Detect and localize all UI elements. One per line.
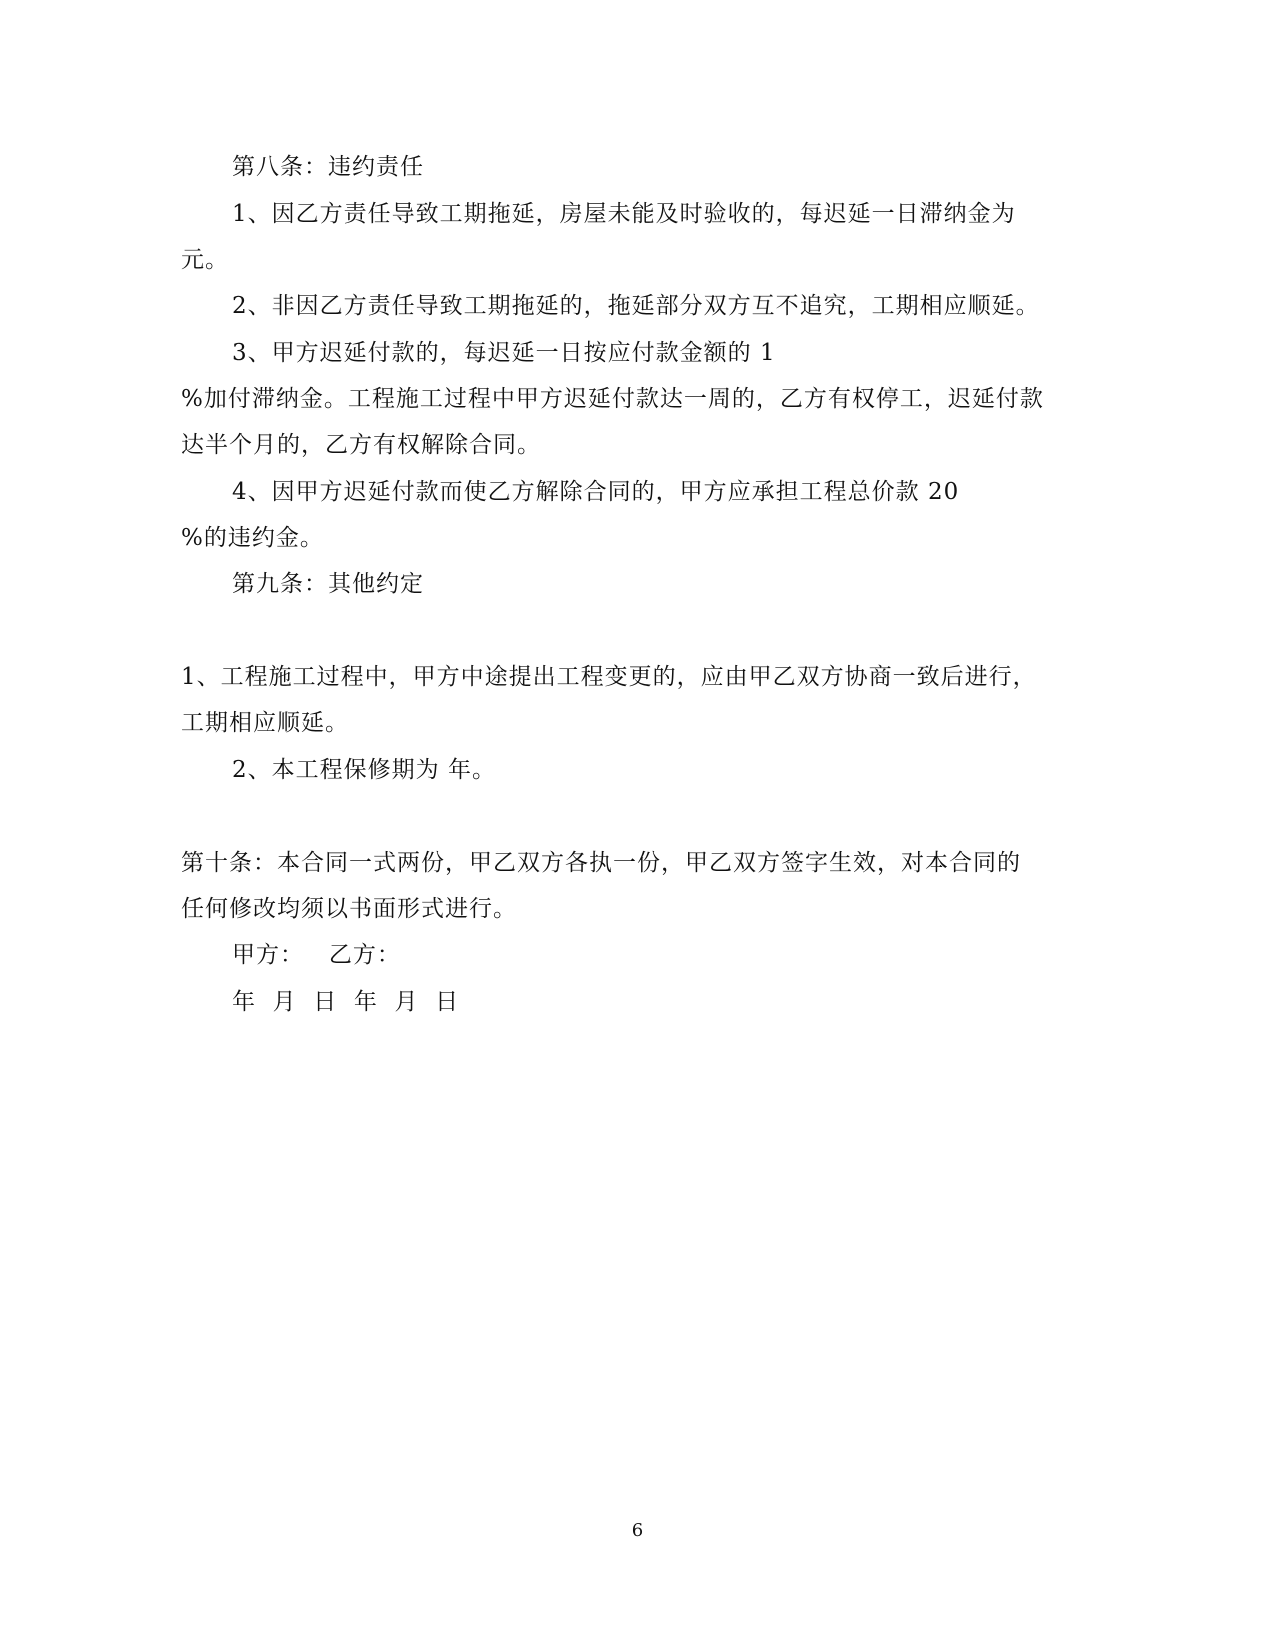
article-10-line-2: 任何修改均须以书面形式进行。 [181, 896, 517, 922]
signature-line: 甲方： 乙方： [232, 942, 401, 968]
date-line: 年 月 日 年 月 日 [232, 989, 460, 1015]
article-10-line-1: 第十条：本合同一式两份，甲乙双方各执一份，甲乙双方签字生效，对本合同的 [181, 850, 1021, 876]
article-8-item-3-line-1: 3、甲方迟延付款的，每迟延一日按应付款金额的 1 [232, 340, 776, 366]
page-number: 6 [631, 1520, 644, 1541]
article-9-item-1-line-2: 工期相应顺延。 [181, 710, 349, 736]
article-8-item-4-line-2: %的违约金。 [181, 525, 324, 551]
article-9-item-2: 2、本工程保修期为 年。 [232, 757, 496, 783]
article-8-item-3-line-3: 达半个月的，乙方有权解除合同。 [181, 432, 541, 458]
article-8-item-3-line-2: %加付滞纳金。工程施工过程中甲方迟延付款达一周的，乙方有权停工，迟延付款 [181, 386, 1044, 412]
article-9-item-1-line-1: 1、工程施工过程中，甲方中途提出工程变更的，应由甲乙双方协商一致后进行， [181, 664, 1037, 690]
article-8-item-2: 2、非因乙方责任导致工期拖延的，拖延部分双方互不追究，工期相应顺延。 [232, 293, 1040, 319]
article-9-title: 第九条：其他约定 [232, 571, 424, 597]
article-8-title: 第八条：违约责任 [232, 154, 424, 180]
article-8-item-1-line-1: 1、因乙方责任导致工期拖延，房屋未能及时验收的，每迟延一日滞纳金为 [232, 201, 1016, 227]
article-8-item-1-line-2: 元。 [181, 247, 229, 273]
article-8-item-4-line-1: 4、因甲方迟延付款而使乙方解除合同的，甲方应承担工程总价款 20 [232, 479, 960, 505]
